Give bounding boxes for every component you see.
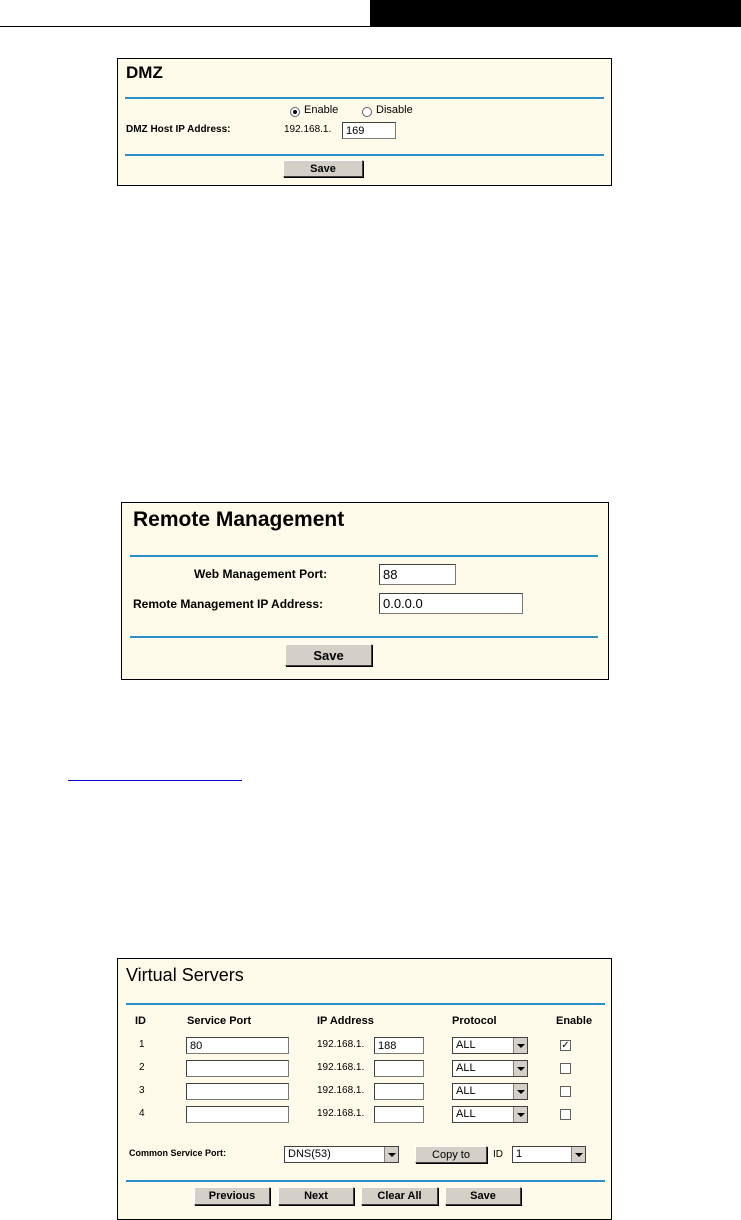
hyperlink-underline[interactable]: [68, 780, 242, 781]
protocol-value: ALL: [456, 1039, 476, 1051]
remote-ip-input[interactable]: [379, 593, 523, 614]
common-service-select[interactable]: [284, 1146, 399, 1163]
dmz-host-input[interactable]: [342, 122, 396, 139]
protocol-select[interactable]: [452, 1083, 528, 1100]
protocol-select[interactable]: [452, 1037, 528, 1054]
dmz-disable-radio[interactable]: [362, 107, 372, 117]
enable-checkbox[interactable]: [560, 1063, 571, 1074]
remote-ip-label: Remote Management IP Address:: [133, 597, 324, 611]
virtual-panel: [117, 958, 612, 1220]
ip-prefix: 192.168.1.: [317, 1062, 365, 1073]
service-port-input[interactable]: [186, 1060, 289, 1077]
row-id: 3: [139, 1085, 145, 1096]
ip-input[interactable]: [374, 1060, 424, 1077]
dmz-ip-prefix: 192.168.1.: [284, 124, 332, 135]
virtual-save-button[interactable]: Save: [445, 1187, 521, 1205]
dmz-panel: [117, 58, 612, 186]
service-port-input[interactable]: [186, 1106, 289, 1123]
protocol-value: ALL: [456, 1062, 476, 1074]
enable-checkbox[interactable]: [560, 1109, 571, 1120]
id-label: ID: [493, 1149, 503, 1160]
header-ip-address: IP Address: [317, 1015, 374, 1027]
common-service-label: Common Service Port:: [129, 1148, 227, 1158]
remote-port-input[interactable]: [379, 564, 456, 585]
row-id: 4: [139, 1108, 145, 1119]
header-service-port: Service Port: [187, 1015, 252, 1027]
header-protocol: Protocol: [452, 1015, 497, 1027]
dmz-separator-top: [125, 97, 604, 99]
ip-prefix: 192.168.1.: [317, 1039, 365, 1050]
chevron-down-icon[interactable]: [384, 1147, 398, 1162]
row-id: 1: [139, 1039, 145, 1050]
protocol-select[interactable]: [452, 1106, 528, 1123]
dmz-disable-label: Disable: [376, 104, 413, 116]
remote-port-label: Web Management Port:: [194, 567, 328, 581]
id-select[interactable]: [512, 1146, 586, 1163]
ip-input[interactable]: [374, 1106, 424, 1123]
protocol-value: ALL: [456, 1108, 476, 1120]
header-enable: Enable: [556, 1015, 593, 1027]
chevron-down-icon[interactable]: [513, 1038, 527, 1053]
remote-separator-bottom: [130, 636, 598, 638]
remote-panel: [121, 502, 609, 680]
remote-title: Remote Management: [133, 508, 345, 531]
ip-prefix: 192.168.1.: [317, 1085, 365, 1096]
next-button[interactable]: Next: [278, 1187, 354, 1205]
remote-separator-top: [130, 555, 598, 557]
protocol-select[interactable]: [452, 1060, 528, 1077]
dmz-enable-radio[interactable]: [290, 107, 300, 117]
header-id: ID: [135, 1015, 146, 1027]
header-rule: [0, 26, 741, 27]
copy-to-button[interactable]: Copy to: [415, 1146, 487, 1163]
header-bar: [370, 0, 741, 26]
protocol-value: ALL: [456, 1085, 476, 1097]
ip-prefix: 192.168.1.: [317, 1108, 365, 1119]
chevron-down-icon[interactable]: [513, 1061, 527, 1076]
previous-button[interactable]: Previous: [194, 1187, 270, 1205]
chevron-down-icon[interactable]: [513, 1084, 527, 1099]
dmz-host-label: DMZ Host IP Address:: [126, 124, 231, 135]
enable-checkbox[interactable]: [560, 1086, 571, 1097]
remote-save-button[interactable]: Save: [285, 644, 372, 666]
id-value: 1: [516, 1148, 523, 1160]
dmz-save-button[interactable]: Save: [283, 160, 363, 177]
row-id: 2: [139, 1062, 145, 1073]
common-service-value: DNS(53): [288, 1148, 331, 1160]
enable-checkbox[interactable]: ✓: [561, 1040, 570, 1051]
chevron-down-icon[interactable]: [571, 1147, 585, 1162]
dmz-separator-bottom: [125, 154, 604, 156]
virtual-separator-bottom: [126, 1180, 605, 1182]
clear-all-button[interactable]: Clear All: [361, 1187, 438, 1205]
ip-input[interactable]: [374, 1037, 424, 1054]
chevron-down-icon[interactable]: [513, 1107, 527, 1122]
service-port-input[interactable]: [186, 1083, 289, 1100]
dmz-enable-label: Enable: [304, 104, 339, 116]
ip-input[interactable]: [374, 1083, 424, 1100]
virtual-title: Virtual Servers: [126, 965, 244, 985]
dmz-title: DMZ: [126, 63, 163, 82]
virtual-separator-top: [126, 1003, 605, 1005]
service-port-input[interactable]: [186, 1037, 289, 1054]
